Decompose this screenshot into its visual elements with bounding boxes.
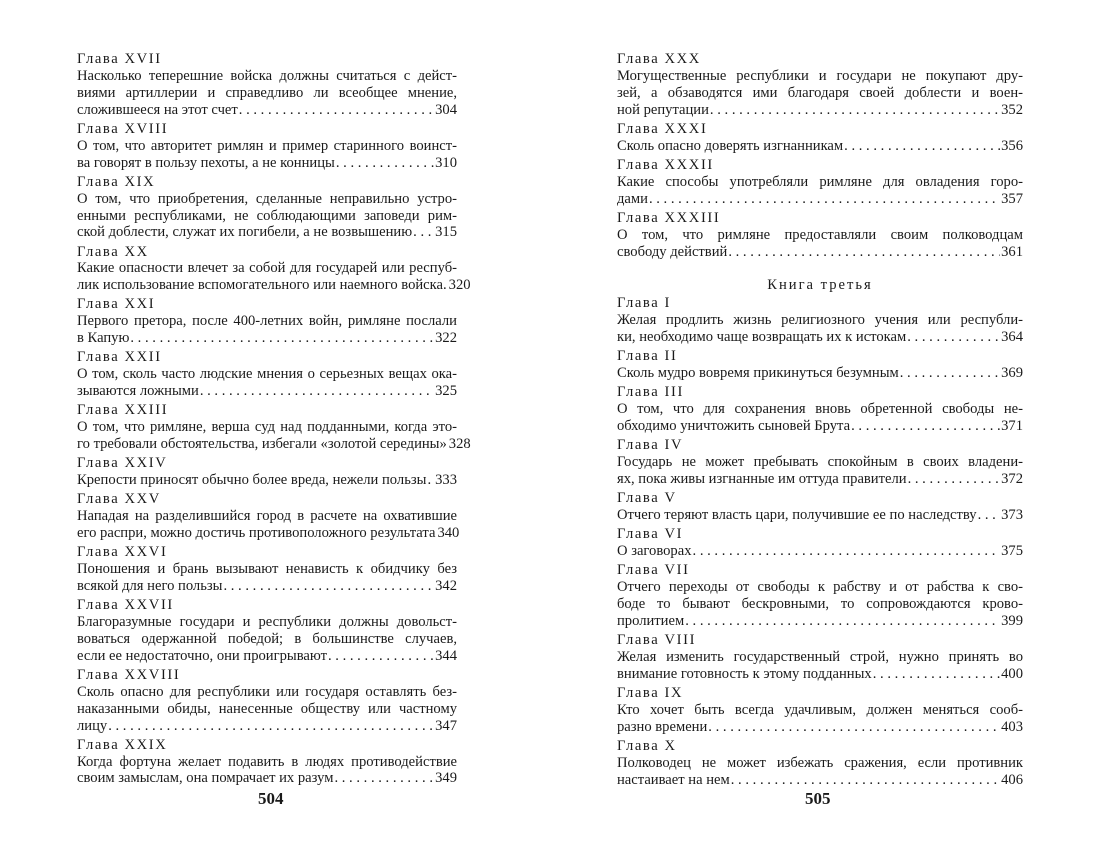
chapter-heading: Глава X <box>617 737 677 754</box>
chapter-title-text: ки, необходимо чаще возвращать их к истокам <box>617 329 907 346</box>
chapter-title-text: его распри, можно достичь противоположного результата <box>77 524 436 541</box>
chapter-heading: Глава XVII <box>77 51 162 67</box>
dot-leader <box>710 102 1000 119</box>
chapter-page-number: 369 <box>1001 365 1023 382</box>
chapter-title-last-line <box>77 718 457 735</box>
chapter-heading: Глава XXVI <box>77 544 168 561</box>
dot-leader <box>649 191 1000 208</box>
chapter-heading: Глава VI <box>617 526 684 543</box>
toc-entry <box>617 632 1023 683</box>
chapter-title-line: О том, что для сохранения вновь обретенной свободы не- <box>617 401 1023 418</box>
toc-entry <box>617 157 1023 208</box>
chapter-page-number: 357 <box>1001 190 1023 207</box>
chapter-title-text: Крепости приносят обычно более вреда, нежели пользы <box>77 472 427 489</box>
chapter-heading: Глава XXVII <box>77 596 174 613</box>
chapter-title-text: го требовали обстоятельства, избегали «золотой середины» <box>77 436 447 453</box>
chapter-page-number: 342 <box>435 577 457 594</box>
chapter-title-line: виями артиллерии и справедливо ли всеобщее мнение, <box>77 84 457 101</box>
toc-entry <box>617 437 1023 488</box>
chapter-page-number: 333 <box>435 472 457 489</box>
chapter-heading: Глава XXII <box>77 349 162 366</box>
chapter-title-last-line <box>617 329 1023 346</box>
toc-entry <box>617 384 1023 435</box>
chapter-page-number: 399 <box>1001 612 1023 629</box>
toc-entry <box>617 562 1023 630</box>
chapter-title-line: О том, что римляне, верша суд над подданными, когда это- <box>77 419 457 436</box>
dot-leader <box>731 772 1000 789</box>
dot-leader <box>708 719 1000 736</box>
dot-leader <box>978 507 1001 524</box>
toc-group-book-two <box>617 51 1023 260</box>
chapter-title-last-line <box>77 102 457 119</box>
chapter-title-line: боде то бывают бескровными, то сопровождаются крово- <box>617 595 1023 612</box>
chapter-title-text: ной репутации <box>617 101 709 118</box>
chapter-title-line: Желая продлить жизнь религиозного учения или республи- <box>617 312 1023 329</box>
chapter-title-line: Поношения и брань вызывают ненависть к обидчику без <box>77 560 457 577</box>
toc-entry <box>77 121 457 172</box>
chapter-title-last-line <box>77 277 471 294</box>
dot-leader <box>239 102 434 119</box>
left-page-contents <box>77 51 471 790</box>
toc-entry <box>77 455 457 489</box>
chapter-title-last-line <box>617 613 1023 630</box>
chapter-heading: Глава VII <box>617 562 690 579</box>
chapter-title-line: Отчего переходы от свободы к рабству и от рабства к сво- <box>617 578 1023 595</box>
chapter-heading: Глава I <box>617 295 671 312</box>
chapter-title-last-line <box>617 507 1023 524</box>
chapter-title-last-line <box>617 543 1023 560</box>
chapter-title-last-line <box>77 472 457 489</box>
chapter-heading: Глава XXXI <box>617 120 708 137</box>
chapter-page-number: 356 <box>1001 137 1023 154</box>
chapter-title-last-line <box>77 648 457 665</box>
toc-entry <box>77 597 457 665</box>
chapter-heading: Глава IV <box>617 437 684 454</box>
chapter-title-line: Кто хочет быть всегда удачливым, должен меняться сооб- <box>617 701 1023 718</box>
chapter-heading: Глава XXXIII <box>617 209 721 226</box>
chapter-title-text: О заговорах <box>617 542 692 559</box>
toc-entry <box>617 685 1023 736</box>
chapter-title-text: сложившееся на этот счет <box>77 101 238 118</box>
chapter-title-last-line <box>617 719 1023 736</box>
chapter-heading: Глава XX <box>77 243 149 260</box>
chapter-title-last-line <box>617 772 1023 789</box>
toc-entry <box>77 349 457 400</box>
toc-entry <box>77 491 460 542</box>
dot-leader <box>907 329 1000 346</box>
dot-leader <box>413 224 434 241</box>
chapter-page-number: 320 <box>448 277 471 294</box>
chapter-title-last-line <box>617 102 1023 119</box>
chapter-title-text: разно времени <box>617 718 708 735</box>
toc-entry <box>77 544 457 595</box>
chapter-heading: Глава XIX <box>77 173 156 190</box>
chapter-page-number: 400 <box>1001 665 1023 682</box>
chapter-title-text: ях, пока живы изгнанные им оттуда правители <box>617 470 907 487</box>
toc-entry <box>77 737 457 788</box>
chapter-heading: Глава XXIV <box>77 455 168 472</box>
chapter-title-text: обходимо уничтожить сыновей Брута <box>617 418 851 435</box>
chapter-title-text: настаивает на нем <box>617 771 730 788</box>
dot-leader <box>693 543 1001 560</box>
toc-entry <box>617 210 1023 261</box>
chapter-title-text: всякой для него пользы <box>77 577 223 594</box>
toc-entry <box>617 490 1023 524</box>
dot-leader <box>427 472 434 489</box>
chapter-title-text: Отчего теряют власть цари, получившие ее по наследству <box>617 506 977 523</box>
chapter-title-last-line <box>77 330 457 347</box>
chapter-title-line: Сколь опасно для республики или государя оставлять без- <box>77 683 457 700</box>
page-number-right: 505 <box>805 789 831 808</box>
chapter-title-line: Первого претора, после 400-летних войн, римляне послали <box>77 313 457 330</box>
chapter-heading: Глава XXV <box>77 491 161 508</box>
chapter-heading: Глава IX <box>617 684 684 701</box>
chapter-heading: Глава III <box>617 384 684 401</box>
chapter-title-last-line <box>617 365 1023 382</box>
dot-leader <box>108 718 434 735</box>
right-page-contents <box>617 51 1023 791</box>
chapter-page-number: 315 <box>435 224 457 241</box>
chapter-heading: Глава XXX <box>617 51 701 67</box>
dot-leader <box>336 155 434 172</box>
chapter-title-line: Когда фортуна желает подавить в людях противодействие <box>77 753 457 770</box>
chapter-heading: Глава V <box>617 490 677 507</box>
chapter-title-line: Насколько теперешние войска должны считаться с дейст- <box>77 67 457 84</box>
chapter-page-number: 371 <box>1001 418 1023 435</box>
toc-entry <box>617 348 1023 382</box>
chapter-page-number: 373 <box>1001 506 1023 523</box>
chapter-title-last-line <box>617 244 1023 261</box>
dot-leader <box>844 138 1000 155</box>
chapter-title-line: Желая изменить государственный строй, нужно принять во <box>617 648 1023 665</box>
chapter-page-number: 349 <box>435 770 457 787</box>
chapter-title-text: Сколь мудро вовремя прикинуться безумным <box>617 365 899 382</box>
chapter-title-text: зываются ложными <box>77 383 199 400</box>
dot-leader <box>908 471 1001 488</box>
page-number-left: 504 <box>258 789 284 808</box>
chapter-title-last-line <box>617 138 1023 155</box>
chapter-title-text: Сколь опасно доверять изгнанникам <box>617 137 844 154</box>
chapter-page-number: 375 <box>1001 542 1023 559</box>
chapter-page-number: 403 <box>1001 718 1023 735</box>
chapter-page-number: 322 <box>435 330 457 347</box>
chapter-heading: Глава XVIII <box>77 120 169 137</box>
dot-leader <box>328 648 434 665</box>
chapter-title-text: своим замыслам, она помрачает их разум <box>77 770 334 787</box>
chapter-page-number: 310 <box>435 154 457 171</box>
chapter-title-last-line <box>77 578 457 595</box>
dot-leader <box>900 365 1000 382</box>
chapter-heading: Глава XXXII <box>617 156 714 173</box>
chapter-heading: Глава XXI <box>77 296 156 313</box>
chapter-title-text: свободу действий <box>617 243 728 260</box>
chapter-title-line: Нападая на разделившийся город в расчете на охватившие <box>77 508 457 525</box>
chapter-title-last-line <box>77 436 471 453</box>
chapter-title-text: ва говорят в пользу пехоты, а не конницы <box>77 154 335 171</box>
chapter-title-line: Полководец не может избежать сражения, если противник <box>617 754 1023 771</box>
chapter-page-number: 325 <box>435 383 457 400</box>
chapter-title-last-line <box>617 418 1023 435</box>
chapter-title-line: зей, а обзаводятся ими благодаря своей доблести и воен- <box>617 84 1023 101</box>
chapter-title-line: О том, что римляне предоставляли своим полководцам <box>617 226 1023 243</box>
toc-entry <box>77 667 457 735</box>
chapter-page-number: 361 <box>1001 243 1023 260</box>
dot-leader <box>223 578 434 595</box>
chapter-title-text: дами <box>617 190 648 207</box>
chapter-title-text: лицу <box>77 717 108 734</box>
chapter-title-last-line <box>77 383 457 400</box>
chapter-title-line: Какие способы употребляли римляне для овладения горо- <box>617 173 1023 190</box>
dot-leader <box>130 330 434 347</box>
toc-entry <box>617 295 1023 346</box>
chapter-page-number: 352 <box>1001 101 1023 118</box>
dot-leader <box>334 770 434 787</box>
chapter-title-text: в Капую <box>77 330 130 347</box>
chapter-page-number: 328 <box>448 436 471 453</box>
chapter-title-line: наказанными обиды, нанесенные обществу или частному <box>77 700 457 717</box>
toc-entry <box>617 51 1023 119</box>
toc-entry <box>77 174 457 242</box>
chapter-title-text: пролитием <box>617 612 685 629</box>
chapter-heading: Глава VIII <box>617 631 697 648</box>
chapter-heading: Глава XXVIII <box>77 666 181 683</box>
chapter-title-line: енными республиками, не соблюдающими заповеди рим- <box>77 207 457 224</box>
chapter-title-last-line <box>77 224 457 241</box>
chapter-title-last-line <box>617 191 1023 208</box>
dot-leader <box>200 383 434 400</box>
chapter-page-number: 340 <box>437 524 460 541</box>
chapter-title-line: О том, сколь часто людские мнения о серьезных вещах ока- <box>77 366 457 383</box>
dot-leader <box>728 244 1000 261</box>
toc-entry <box>617 738 1023 789</box>
toc-entry <box>77 243 471 295</box>
toc-entry <box>617 526 1023 560</box>
dot-leader <box>685 613 1000 630</box>
chapter-title-line: О том, что приобретения, сделанные неправильно устро- <box>77 190 457 207</box>
toc-entry <box>77 402 471 453</box>
chapter-heading: Глава XXIX <box>77 736 168 753</box>
chapter-title-last-line <box>617 666 1023 683</box>
chapter-heading: Глава XXIII <box>77 402 169 419</box>
chapter-title-line: Какие опасности влечет за собой для государей или респуб- <box>77 260 457 277</box>
chapter-title-text: внимание готовность к этому подданных <box>617 665 872 682</box>
chapter-page-number: 344 <box>435 647 457 664</box>
chapter-page-number: 347 <box>435 717 457 734</box>
chapter-page-number: 372 <box>1001 470 1023 487</box>
chapter-title-line: Могущественные республики и государи не покупают дру- <box>617 67 1023 84</box>
chapter-title-last-line <box>617 471 1023 488</box>
chapter-heading: Глава II <box>617 348 678 365</box>
toc-entry <box>617 121 1023 155</box>
dot-leader <box>873 666 1000 683</box>
chapter-title-line: Благоразумные государи и республики должны довольст- <box>77 613 457 630</box>
chapter-title-line: воваться одержанной победой; в большинстве случаев, <box>77 630 457 647</box>
dot-leader <box>851 418 1000 435</box>
chapter-page-number: 364 <box>1001 329 1023 346</box>
chapter-title-text: если ее недостаточно, они проигрывают <box>77 647 327 664</box>
chapter-title-line: О том, что авторитет римлян и пример старинного воинст- <box>77 137 457 154</box>
chapter-title-text: лик использование вспомогательного или наемного войска. <box>77 277 447 294</box>
book-three-title: Книга третья <box>767 277 873 294</box>
chapter-title-line: Государь не может пребывать спокойным в своих владени- <box>617 454 1023 471</box>
toc-group-book-three <box>617 295 1023 788</box>
chapter-title-last-line <box>77 155 457 172</box>
chapter-title-last-line <box>77 524 460 542</box>
chapter-title-last-line <box>77 770 457 787</box>
chapter-page-number: 304 <box>435 101 457 118</box>
toc-entry <box>77 51 457 119</box>
toc-entry <box>77 296 457 347</box>
chapter-page-number: 406 <box>1001 771 1023 788</box>
chapter-title-text: ской доблести, служат их погибели, а не возвышению <box>77 224 413 241</box>
